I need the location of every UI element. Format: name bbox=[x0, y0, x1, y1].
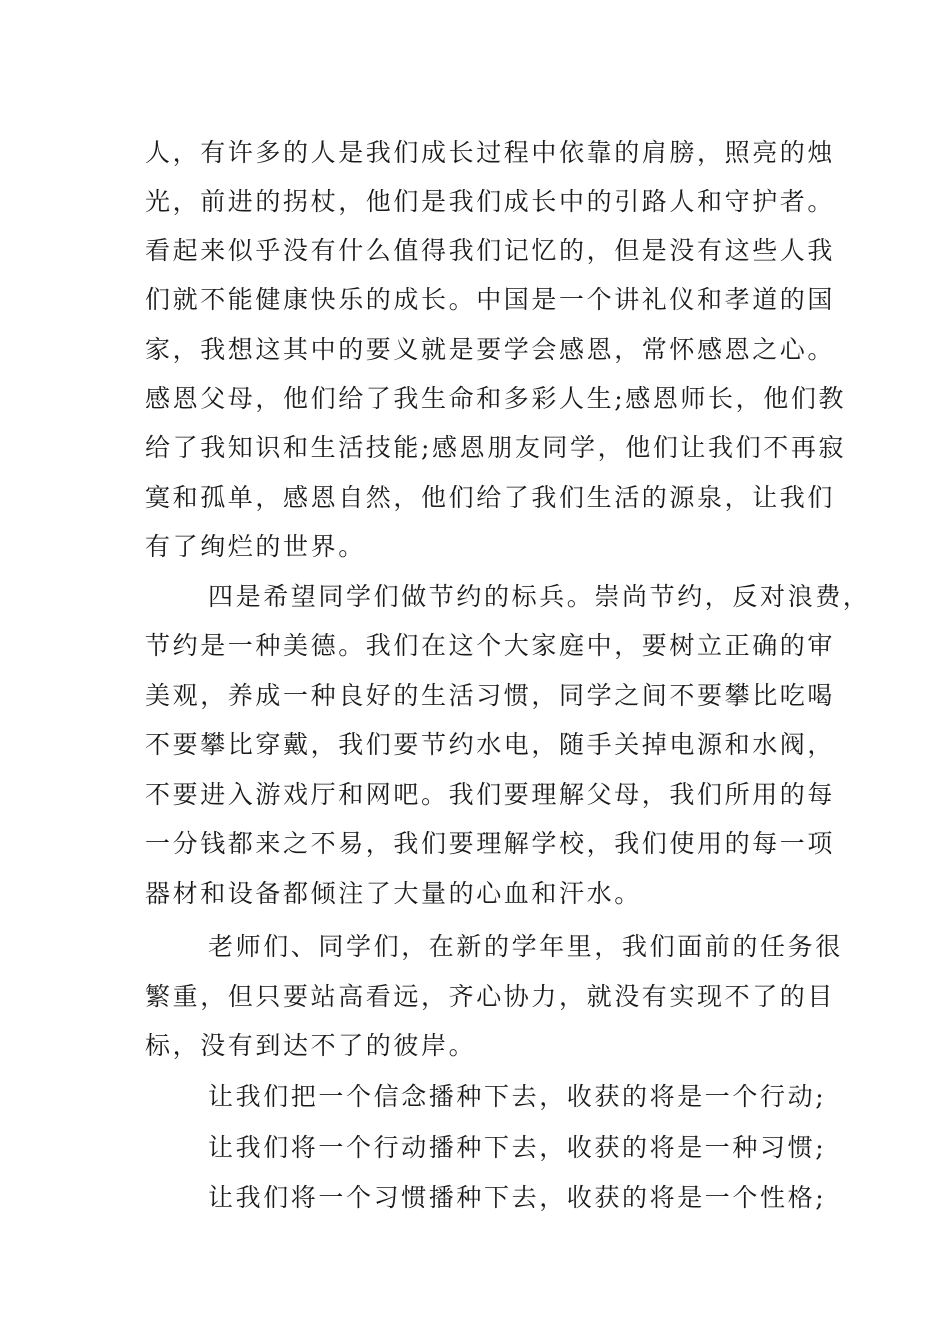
text-line: 们就不能健康快乐的成长。中国是一个讲礼仪和孝道的国 bbox=[145, 285, 836, 314]
text-line: 美观，养成一种良好的生活习惯，同学之间不要攀比吃喝 bbox=[145, 681, 836, 710]
verse-line: 让我们把一个信念播种下去，收获的将是一个行动; bbox=[208, 1082, 827, 1111]
text-line: 寞和孤单，感恩自然，他们给了我们生活的源泉，让我们 bbox=[145, 483, 836, 512]
text-line: 给了我知识和生活技能;感恩朋友同学，他们让我们不再寂 bbox=[145, 433, 847, 462]
text-line: 感恩父母，他们给了我生命和多彩人生;感恩师长，他们教 bbox=[145, 384, 847, 413]
text-line: 人，有许多的人是我们成长过程中依靠的肩膀，照亮的烛 bbox=[145, 138, 836, 167]
text-line: 器材和设备都倾注了大量的心血和汗水。 bbox=[145, 879, 642, 908]
text-line: 标，没有到达不了的彼岸。 bbox=[145, 1031, 477, 1060]
text-line: 光，前进的拐杖，他们是我们成长中的引路人和守护者。 bbox=[145, 187, 836, 216]
verse-line: 让我们将一个行动播种下去，收获的将是一种习惯; bbox=[208, 1133, 827, 1162]
text-line: 家，我想这其中的要义就是要学会感恩，常怀感恩之心。 bbox=[145, 335, 836, 364]
paragraph-first-line: 四是希望同学们做节约的标兵。崇尚节约，反对浪费， bbox=[208, 582, 871, 611]
text-line: 节约是一种美德。我们在这个大家庭中，要树立正确的审 bbox=[145, 631, 836, 660]
paragraph-first-line: 老师们、同学们，在新的学年里，我们面前的任务很 bbox=[208, 932, 843, 961]
text-line: 有了绚烂的世界。 bbox=[145, 532, 366, 561]
text-line: 繁重，但只要站高看远，齐心协力，就没有实现不了的目 bbox=[145, 982, 836, 1011]
verse-line: 让我们将一个习惯播种下去，收获的将是一个性格; bbox=[208, 1183, 827, 1212]
text-line: 不要攀比穿戴，我们要节约水电，随手关掉电源和水阀， bbox=[145, 730, 836, 759]
text-line: 一分钱都来之不易，我们要理解学校，我们使用的每一项 bbox=[145, 829, 836, 858]
text-line: 不要进入游戏厅和网吧。我们要理解父母，我们所用的每 bbox=[145, 780, 836, 809]
text-line: 看起来似乎没有什么值得我们记忆的，但是没有这些人我 bbox=[145, 236, 836, 265]
